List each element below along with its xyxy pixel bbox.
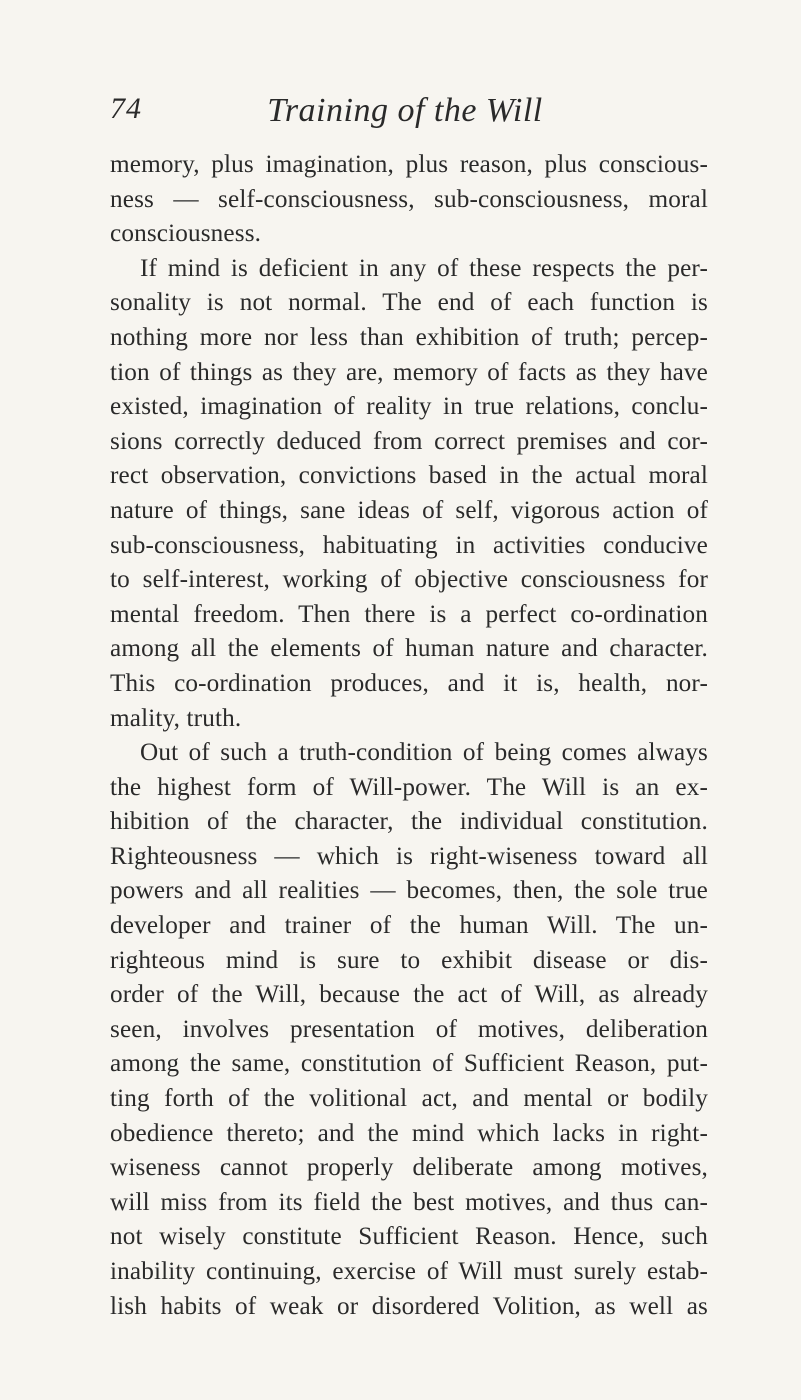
text-line: not wisely constitute Sufficient Reason. Hence, such	[110, 1223, 708, 1251]
paragraph	[110, 736, 708, 1324]
text-line: among all the elements of human nature and character.	[110, 635, 708, 663]
paragraph	[110, 148, 708, 252]
text-line: among the same, constitution of Sufficient Reason, put-	[110, 1050, 708, 1078]
text-line: to self-interest, working of objective consciousness for	[110, 566, 708, 594]
text-line: will miss from its field the best motives, and thus can-	[110, 1188, 708, 1216]
text-line: sonality is not normal. The end of each function is	[110, 289, 708, 317]
paragraph	[110, 252, 708, 736]
text-line: obedience thereto; and the mind which lacks in right-	[110, 1119, 708, 1147]
text-line: existed, imagination of reality in true relations, conclu-	[110, 393, 708, 421]
text-line: sions correctly deduced from correct premises and cor-	[110, 427, 708, 455]
text-line: seen, involves presentation of motives, deliberation	[110, 1015, 708, 1043]
text-line: hibition of the character, the individual constitution.	[110, 808, 708, 836]
text-line: nothing more nor less than exhibition of truth; percep-	[110, 323, 708, 351]
text-line: wiseness cannot properly deliberate among motives,	[110, 1154, 708, 1182]
text-line: Righteousness — which is right-wiseness toward all	[110, 842, 708, 870]
text-line: ting forth of the volitional act, and mental or bodily	[110, 1085, 708, 1113]
text-line: inability continuing, exercise of Will must surely estab-	[110, 1258, 708, 1285]
body-text	[110, 148, 708, 1324]
text-line: tion of things as they are, memory of facts as they have	[110, 358, 708, 386]
text-line: sub-consciousness, habituating in activities conducive	[110, 531, 708, 559]
text-line: consciousness.	[110, 220, 262, 248]
running-title: Training of the Will	[267, 92, 543, 129]
text-line: If mind is deficient in any of these respects the per-	[140, 254, 708, 282]
text-line: rect observation, convictions based in the actual moral	[110, 462, 708, 490]
text-line: lish habits of weak or disordered Volition, as well as	[110, 1292, 708, 1320]
text-line: developer and trainer of the human Will. The un-	[110, 912, 708, 940]
text-line: order of the Will, because the act of Will, as already	[110, 981, 708, 1009]
text-line: mality, truth.	[110, 704, 242, 732]
text-line: mental freedom. Then there is a perfect co-ordination	[110, 600, 708, 628]
page-number: 74	[110, 92, 142, 125]
text-line: ness — self-consciousness, sub-consciousness, moral	[110, 185, 708, 213]
text-line: memory, plus imagination, plus reason, plus conscious-	[110, 151, 708, 178]
text-line: powers and all realities — becomes, then, the sole true	[110, 877, 708, 905]
running-head	[110, 92, 700, 132]
text-line: nature of things, sane ideas of self, vigorous action of	[110, 496, 708, 524]
text-line: Out of such a truth-condition of being comes always	[140, 739, 708, 767]
text-line: the highest form of Will-power. The Will is an ex-	[110, 773, 708, 801]
text-line: This co-ordination produces, and it is, health, nor-	[110, 669, 708, 697]
text-line: righteous mind is sure to exhibit disease or dis-	[110, 946, 708, 974]
